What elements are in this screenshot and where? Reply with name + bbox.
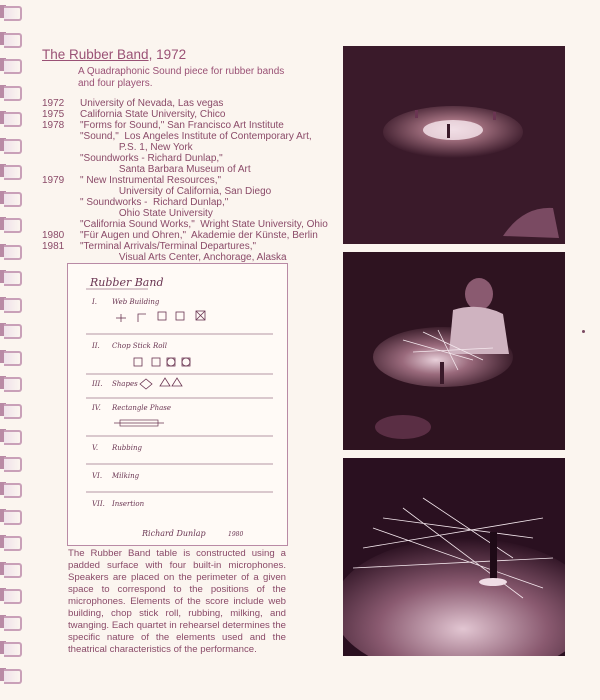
- binding-ring: [4, 139, 22, 154]
- history-row: [42, 241, 332, 252]
- binding-ring: [4, 510, 22, 525]
- score-section-3-label: Shapes: [112, 380, 138, 388]
- history-year: [42, 186, 80, 197]
- history-year: 1980: [42, 230, 65, 241]
- score-section-2-numeral: II.: [92, 342, 100, 350]
- binding-ring: [4, 536, 22, 551]
- score-section-1-numeral: I.: [92, 298, 97, 306]
- binding-ring: [4, 298, 22, 313]
- score-section-4-label: Rectangle Phase: [112, 404, 172, 412]
- score-section-2-label: Chop Stick Roll: [112, 342, 167, 350]
- binding-ring: [4, 165, 22, 180]
- score-section-3-numeral: III.: [92, 380, 103, 388]
- subtitle: A Quadraphonic Sound piece for rubber bands and four players.: [78, 66, 285, 89]
- binding-ring: [4, 377, 22, 392]
- history-year: [42, 197, 80, 208]
- history-row: [42, 252, 332, 263]
- binding-ring: [4, 589, 22, 604]
- history-row: [42, 109, 332, 120]
- history-venue: "California Sound Works," Wright State University, Ohio: [80, 219, 328, 230]
- history-venue: P.S. 1, New York: [80, 142, 193, 153]
- score-signature-year: 1980: [228, 531, 244, 538]
- binding-ring: [4, 457, 22, 472]
- score-sheet: [67, 263, 288, 546]
- binding-ring: [4, 245, 22, 260]
- page-title: [42, 47, 186, 62]
- history-row: [42, 98, 332, 109]
- binding-ring: [4, 642, 22, 657]
- binding-ring: [4, 563, 22, 578]
- score-drawing: [68, 264, 287, 545]
- photo-player-at-table: [343, 252, 565, 450]
- score-section-7-label: Insertion: [112, 500, 145, 508]
- binding-ring: [4, 271, 22, 286]
- chop-stick-roll-diagram: [134, 358, 190, 366]
- binding-ring: [4, 59, 22, 74]
- history-year: 1981: [42, 241, 65, 252]
- history-year: 1979: [42, 175, 65, 186]
- shapes-diagram: [140, 378, 182, 389]
- score-heading: Rubber Band: [90, 276, 164, 289]
- history-venue: Visual Arts Center, Anchorage, Alaska: [80, 252, 287, 263]
- history-year: [42, 219, 80, 230]
- score-section-4-numeral: IV.: [92, 404, 101, 412]
- history-year: [42, 252, 80, 263]
- history-row: [42, 164, 332, 175]
- history-venue: "Terminal Arrivals/Terminal Departures,": [80, 241, 257, 252]
- binding-ring: [4, 192, 22, 207]
- history-venue: "Forms for Sound," San Francisco Art Institute: [80, 120, 284, 131]
- history-row: [42, 153, 332, 164]
- history-year: 1975: [42, 109, 65, 120]
- history-row: [42, 230, 332, 241]
- history-venue: California State University, Chico: [80, 109, 226, 120]
- history-row: [42, 131, 332, 142]
- history-venue: Santa Barbara Museum of Art: [80, 164, 251, 175]
- binding-ring: [4, 33, 22, 48]
- binding-ring: [4, 218, 22, 233]
- web-building-diagram: [116, 311, 205, 322]
- rectangle-phase-diagram: [114, 420, 164, 426]
- exhibition-history: [42, 98, 332, 263]
- photo-rubber-band-web: [343, 458, 565, 656]
- history-year: [42, 164, 80, 175]
- history-row: [42, 186, 332, 197]
- binding-ring: [4, 616, 22, 631]
- binding-ring: [4, 6, 22, 21]
- history-row: [42, 142, 332, 153]
- history-year: [42, 208, 80, 219]
- binding-ring: [4, 404, 22, 419]
- score-section-7-numeral: VII.: [92, 500, 105, 508]
- history-row: [42, 175, 332, 186]
- binding-ring: [4, 430, 22, 445]
- history-venue: "Soundworks - Richard Dunlap,": [80, 153, 223, 164]
- history-venue: "Für Augen und Ohren," Akademie der Künste, Berlin: [80, 230, 318, 241]
- history-row: [42, 197, 332, 208]
- history-venue: " New Instrumental Resources,": [80, 175, 222, 186]
- spiral-binding: [0, 0, 26, 700]
- binding-ring: [4, 324, 22, 339]
- score-section-5-label: Rubbing: [112, 444, 142, 452]
- history-venue: Ohio State University: [80, 208, 213, 219]
- binding-ring: [4, 112, 22, 127]
- title-name: The Rubber Band: [42, 47, 149, 62]
- history-venue: "Sound," Los Angeles Institute of Contemporary Art,: [80, 131, 312, 142]
- history-year: 1972: [42, 98, 65, 109]
- history-row: [42, 219, 332, 230]
- title-year: , 1972: [148, 47, 187, 62]
- description: The Rubber Band table is constructed using a padded surface with four built-in microphones. Speakers are placed on the perimeter of a given space to correspond to the positions of the microphones. Elements of the score include web building, chop stick roll, rubbing, milking, and twanging. Each quartet in rehearsel determines the specific nature of the elements used and the theatrical characteristics of the performance.: [68, 548, 286, 655]
- score-section-5-numeral: V.: [92, 444, 99, 452]
- history-year: [42, 131, 80, 142]
- history-venue: University of Nevada, Las vegas: [80, 98, 224, 109]
- history-row: [42, 208, 332, 219]
- binding-ring: [4, 483, 22, 498]
- score-section-6-numeral: VI.: [92, 472, 103, 480]
- history-venue: University of California, San Diego: [80, 186, 272, 197]
- history-venue: " Soundworks - Richard Dunlap,": [80, 197, 229, 208]
- history-year: [42, 153, 80, 164]
- photo-performance-overview: [343, 46, 565, 244]
- history-year: [42, 142, 80, 153]
- binding-ring: [4, 351, 22, 366]
- score-section-6-label: Milking: [112, 472, 140, 480]
- binding-ring: [4, 669, 22, 684]
- binding-ring: [4, 86, 22, 101]
- score-section-1-label: Web Building: [112, 298, 160, 306]
- score-signature: Richard Dunlap: [142, 529, 206, 538]
- history-year: 1978: [42, 120, 65, 131]
- speck: [582, 330, 585, 333]
- history-row: [42, 120, 332, 131]
